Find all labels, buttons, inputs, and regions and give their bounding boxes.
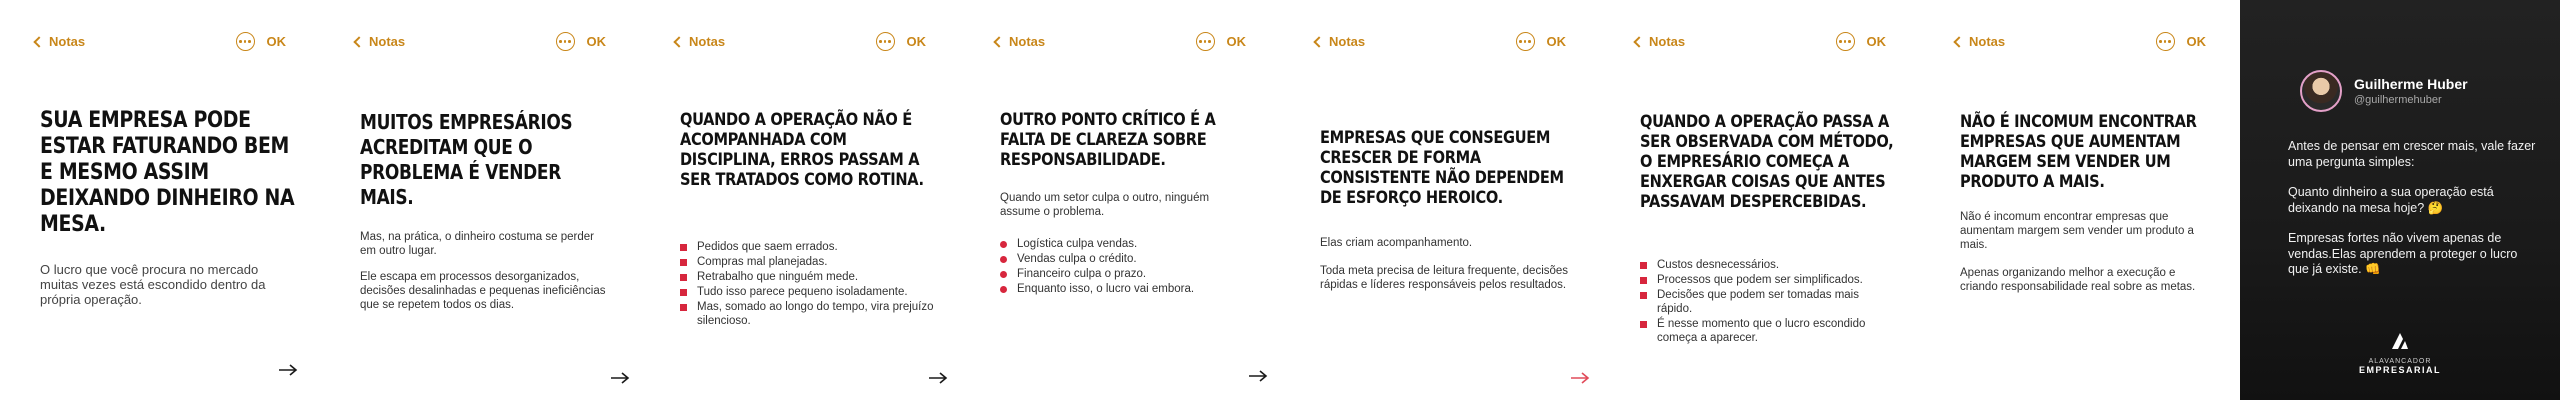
list-item: Logística culpa vendas. [1000, 237, 1250, 251]
list-item: Mas, somado ao longo do tempo, vira prejuízo silencioso. [680, 300, 940, 328]
back-button[interactable] [1633, 34, 1685, 49]
chevron-left-icon [1953, 36, 1964, 47]
back-button[interactable] [673, 34, 725, 49]
list-item: Tudo isso parece pequeno isoladamente. [680, 285, 940, 299]
back-button[interactable] [353, 34, 405, 49]
more-options-icon[interactable] [1196, 32, 1215, 51]
bullet-list [1000, 237, 1250, 296]
ok-button[interactable]: OK [1866, 34, 1886, 49]
list-item: Custos desnecessários. [1640, 258, 1890, 272]
topbar [1953, 34, 2206, 54]
back-label: Notas [369, 34, 406, 49]
slide-title: OUTRO PONTO CRÍTICO É A FALTA DE CLAREZA SOBRE RESPONSABILIDADE. [1000, 110, 1216, 170]
ok-button[interactable]: OK [906, 34, 926, 49]
slide-1 [0, 0, 320, 400]
list-item: Enquanto isso, o lucro vai embora. [1000, 282, 1250, 296]
paragraph: Não é incomum encontrar empresas que aumentam margem sem vender um produto a mais. [1960, 211, 2194, 251]
paragraph: Ele escapa em processos desorganizados, decisões desalinhadas e pequenas ineficiências que se repetem todos os dias. [360, 271, 606, 311]
final-text [2288, 139, 2536, 293]
slide-title: SUA EMPRESA PODE ESTAR FATURANDO BEM E MESMO ASSIM DEIXANDO DINHEIRO NA MESA. [40, 108, 295, 237]
slide-title: QUANDO A OPERAÇÃO PASSA A SER OBSERVADA COM MÉTODO, O EMPRESÁRIO COMEÇA A ENXERGAR COISAS QUE ANTES PASSAVAM DESPERCEBIDAS. [1640, 112, 1894, 212]
slide-body [1640, 258, 1890, 346]
logo-line-2: EMPRESARIAL [2358, 365, 2441, 375]
back-label: Notas [689, 34, 726, 49]
back-label: Notas [49, 34, 86, 49]
slide-title: MUITOS EMPRESÁRIOS ACREDITAM QUE O PROBLEMA É VENDER MAIS. [360, 110, 573, 209]
more-options-icon[interactable] [2156, 32, 2175, 51]
more-options-icon[interactable] [1516, 32, 1535, 51]
topbar [353, 34, 606, 54]
paragraph: O lucro que você procura no mercado muitas vezes está escondido dentro da própria operação. [40, 262, 266, 307]
ok-button[interactable]: OK [266, 34, 286, 49]
final-slide [2240, 0, 2560, 400]
arrow-right-icon[interactable] [1570, 372, 1590, 384]
topbar [673, 34, 926, 54]
arrow-right-icon[interactable] [928, 372, 948, 384]
slide-title: EMPRESAS QUE CONSEGUEM CRESCER DE FORMA CONSISTENTE NÃO DEPENDEM DE ESFORÇO HEROICO. [1320, 128, 1564, 208]
paragraph: Antes de pensar em crescer mais, vale fazer uma pergunta simples: [2288, 139, 2536, 169]
slide-body [360, 230, 610, 324]
more-options-icon[interactable] [876, 32, 895, 51]
more-options-icon[interactable] [236, 32, 255, 51]
paragraph: Empresas fortes não vivem apenas de vendas.Elas aprendem a proteger o lucro que já existe. 👊 [2288, 231, 2518, 276]
slide-5 [1280, 0, 1600, 400]
author-handle: @guilhermehuber [2354, 94, 2442, 106]
topbar [993, 34, 1246, 54]
brand-logo [2240, 330, 2560, 375]
list-item: Processos que podem ser simplificados. [1640, 273, 1890, 287]
chevron-left-icon [1313, 36, 1324, 47]
back-label: Notas [1009, 34, 1046, 49]
paragraph: Apenas organizando melhor a execução e criando responsabilidade real sobre as metas. [1960, 267, 2196, 293]
author-profile [2300, 70, 2468, 112]
slide-3 [640, 0, 960, 400]
logo-mark-icon [2389, 330, 2411, 357]
slide-2 [320, 0, 640, 400]
logo-line-1: ALAVANCADOR [2368, 358, 2432, 365]
author-name: Guilherme Huber [2354, 76, 2468, 92]
topbar [1313, 34, 1566, 54]
chevron-left-icon [673, 36, 684, 47]
more-options-icon[interactable] [1836, 32, 1855, 51]
list-item: Pedidos que saem errados. [680, 240, 940, 254]
back-label: Notas [1329, 34, 1366, 49]
back-label: Notas [1649, 34, 1686, 49]
paragraph: Quanto dinheiro a sua operação está deixando na mesa hoje? 🤔 [2288, 185, 2494, 215]
chevron-left-icon [353, 36, 364, 47]
more-options-icon[interactable] [556, 32, 575, 51]
list-item: Financeiro culpa o prazo. [1000, 267, 1250, 281]
bullet-list [680, 240, 940, 328]
list-item: Retrabalho que ninguém mede. [680, 270, 940, 284]
arrow-right-icon[interactable] [610, 372, 630, 384]
ok-button[interactable]: OK [2186, 34, 2206, 49]
ok-button[interactable]: OK [586, 34, 606, 49]
list-item: É nesse momento que o lucro escondido começa a aparecer. [1640, 317, 1890, 345]
back-button[interactable] [33, 34, 85, 49]
paragraph: Elas criam acompanhamento. [1320, 237, 1473, 249]
topbar [1633, 34, 1886, 54]
ok-button[interactable]: OK [1546, 34, 1566, 49]
arrow-right-icon[interactable] [1248, 370, 1268, 382]
chevron-left-icon [993, 36, 1004, 47]
slide-title: NÃO É INCOMUM ENCONTRAR EMPRESAS QUE AUMENTAM MARGEM SEM VENDER UM PRODUTO A MAIS. [1960, 112, 2197, 192]
list-item: Decisões que podem ser tomadas mais rápido. [1640, 288, 1890, 316]
slide-body [1320, 236, 1570, 304]
avatar [2300, 70, 2342, 112]
ok-button[interactable]: OK [1226, 34, 1246, 49]
list-item: Vendas culpa o crédito. [1000, 252, 1250, 266]
slide-body [680, 240, 940, 329]
paragraph: Toda meta precisa de leitura frequente, decisões rápidas e líderes responsáveis pelos resultados. [1320, 265, 1569, 291]
paragraph: Quando um setor culpa o outro, ninguém assume o problema. [1000, 192, 1210, 218]
slide-6 [1600, 0, 1920, 400]
slide-7 [1920, 0, 2240, 400]
paragraph: Mas, na prática, o dinheiro costuma se perder em outro lugar. [360, 231, 594, 257]
back-button[interactable] [1953, 34, 2005, 49]
back-button[interactable] [1313, 34, 1365, 49]
chevron-left-icon [33, 36, 44, 47]
arrow-right-icon[interactable] [278, 364, 298, 376]
slide-body [1000, 191, 1250, 297]
topbar [33, 34, 286, 54]
list-item: Compras mal planejadas. [680, 255, 940, 269]
slide-body [1960, 210, 2210, 306]
slide-title: QUANDO A OPERAÇÃO NÃO É ACOMPANHADA COM DISCIPLINA, ERROS PASSAM A SER TRATADOS COMO ROTINA. [680, 110, 924, 190]
slide-4 [960, 0, 1280, 400]
slide-body [40, 262, 300, 319]
bullet-list [1640, 258, 1890, 345]
chevron-left-icon [1633, 36, 1644, 47]
back-button[interactable] [993, 34, 1045, 49]
back-label: Notas [1969, 34, 2006, 49]
